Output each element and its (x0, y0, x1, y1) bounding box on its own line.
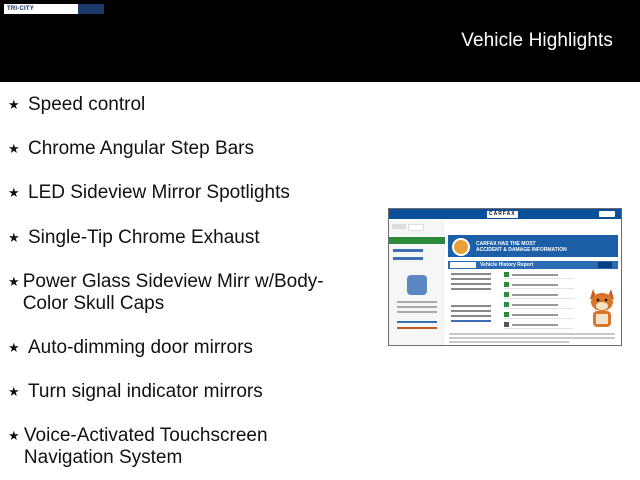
report-row (504, 321, 574, 329)
report-row (504, 271, 574, 279)
magnifier-icon (452, 238, 470, 256)
check-icon (504, 272, 509, 277)
vehicle-info-line (451, 305, 491, 307)
sidebar-active-item (389, 237, 445, 244)
highlight-item (8, 425, 348, 469)
row-text (512, 274, 558, 276)
star-icon: ★ (8, 384, 20, 399)
vehicle-info-line (451, 283, 491, 285)
sidebar-text-line (397, 311, 437, 313)
vehicle-info-line (451, 310, 491, 312)
footer-text-line (449, 333, 615, 335)
highlight-text: Voice-Activated Touchscreen Navigation System (23, 425, 268, 468)
highlight-text: Power Glass Sideview Mirr w/Body-Color Skull Caps (22, 271, 324, 314)
carfax-sidebar (389, 221, 445, 345)
highlight-item (8, 94, 348, 116)
sidebar-link (393, 257, 423, 260)
wrench-icon (504, 312, 509, 317)
location-icon (504, 302, 509, 307)
car-icon (504, 292, 509, 297)
dealer-logo-text: TRI-CITY (7, 6, 34, 12)
highlight-text: Speed control (28, 94, 146, 115)
sidebar-text-line (397, 306, 437, 308)
sidebar-text-line (397, 301, 437, 303)
sidebar-link (393, 249, 423, 252)
footer-text-line (449, 341, 569, 343)
vehicle-info-line (451, 288, 491, 290)
row-text (512, 324, 558, 326)
carfax-logo: CARFAX (489, 211, 516, 217)
carfax-badge-icon (407, 275, 427, 295)
highlight-text: Chrome Angular Step Bars (28, 138, 255, 159)
highlight-item (8, 138, 348, 160)
vehicle-info-line (451, 315, 491, 317)
highlight-item (8, 381, 348, 403)
page-title: Vehicle Highlights (461, 30, 613, 51)
sidebar-tab (392, 224, 406, 229)
carfax-hero-text (476, 241, 567, 253)
hero-line-1: CARFAX HAS THE MOST (476, 241, 536, 247)
star-icon: ★ (8, 274, 20, 289)
row-text (512, 314, 558, 316)
vehicle-info-line (451, 278, 491, 280)
star-icon: ★ (8, 340, 20, 355)
report-row (504, 281, 574, 289)
vehicle-info-line (451, 273, 491, 275)
report-title: Vehicle History Report (480, 262, 534, 268)
carfax-topbar (389, 209, 621, 219)
highlight-text: Auto-dimming door mirrors (28, 337, 253, 358)
highlight-item (8, 227, 348, 249)
vehicle-info-line (451, 320, 491, 322)
owner-icon (504, 282, 509, 287)
report-button (598, 262, 612, 268)
star-icon: ★ (8, 185, 20, 200)
footer-text-line (449, 337, 615, 339)
carfax-report-header (448, 261, 618, 269)
sidebar-tab (408, 224, 424, 231)
star-icon: ★ (8, 97, 20, 112)
sidebar-text-line (397, 327, 437, 329)
hero-line-2: ACCIDENT & DAMAGE INFORMATION (476, 247, 567, 253)
carfax-hero-banner (448, 235, 618, 257)
highlight-item (8, 337, 348, 359)
star-icon: ★ (8, 230, 20, 245)
row-text (512, 304, 558, 306)
print-icon (599, 211, 615, 217)
star-icon: ★ (8, 141, 20, 156)
carfax-report-thumbnail[interactable] (388, 208, 622, 346)
highlight-item (8, 271, 348, 315)
highlight-item (8, 182, 348, 204)
sidebar-text-line (397, 321, 437, 323)
report-row (504, 311, 574, 319)
carfax-mini-logo (450, 262, 476, 268)
report-row (504, 291, 574, 299)
highlight-text: LED Sideview Mirror Spotlights (28, 182, 290, 203)
highlight-text: Single-Tip Chrome Exhaust (28, 227, 260, 248)
odometer-icon (504, 322, 509, 327)
report-row (504, 301, 574, 309)
carfax-fox-mascot-icon (587, 287, 617, 329)
highlight-text: Turn signal indicator mirrors (28, 381, 263, 402)
row-text (512, 294, 558, 296)
row-text (512, 284, 558, 286)
star-icon: ★ (8, 428, 20, 443)
